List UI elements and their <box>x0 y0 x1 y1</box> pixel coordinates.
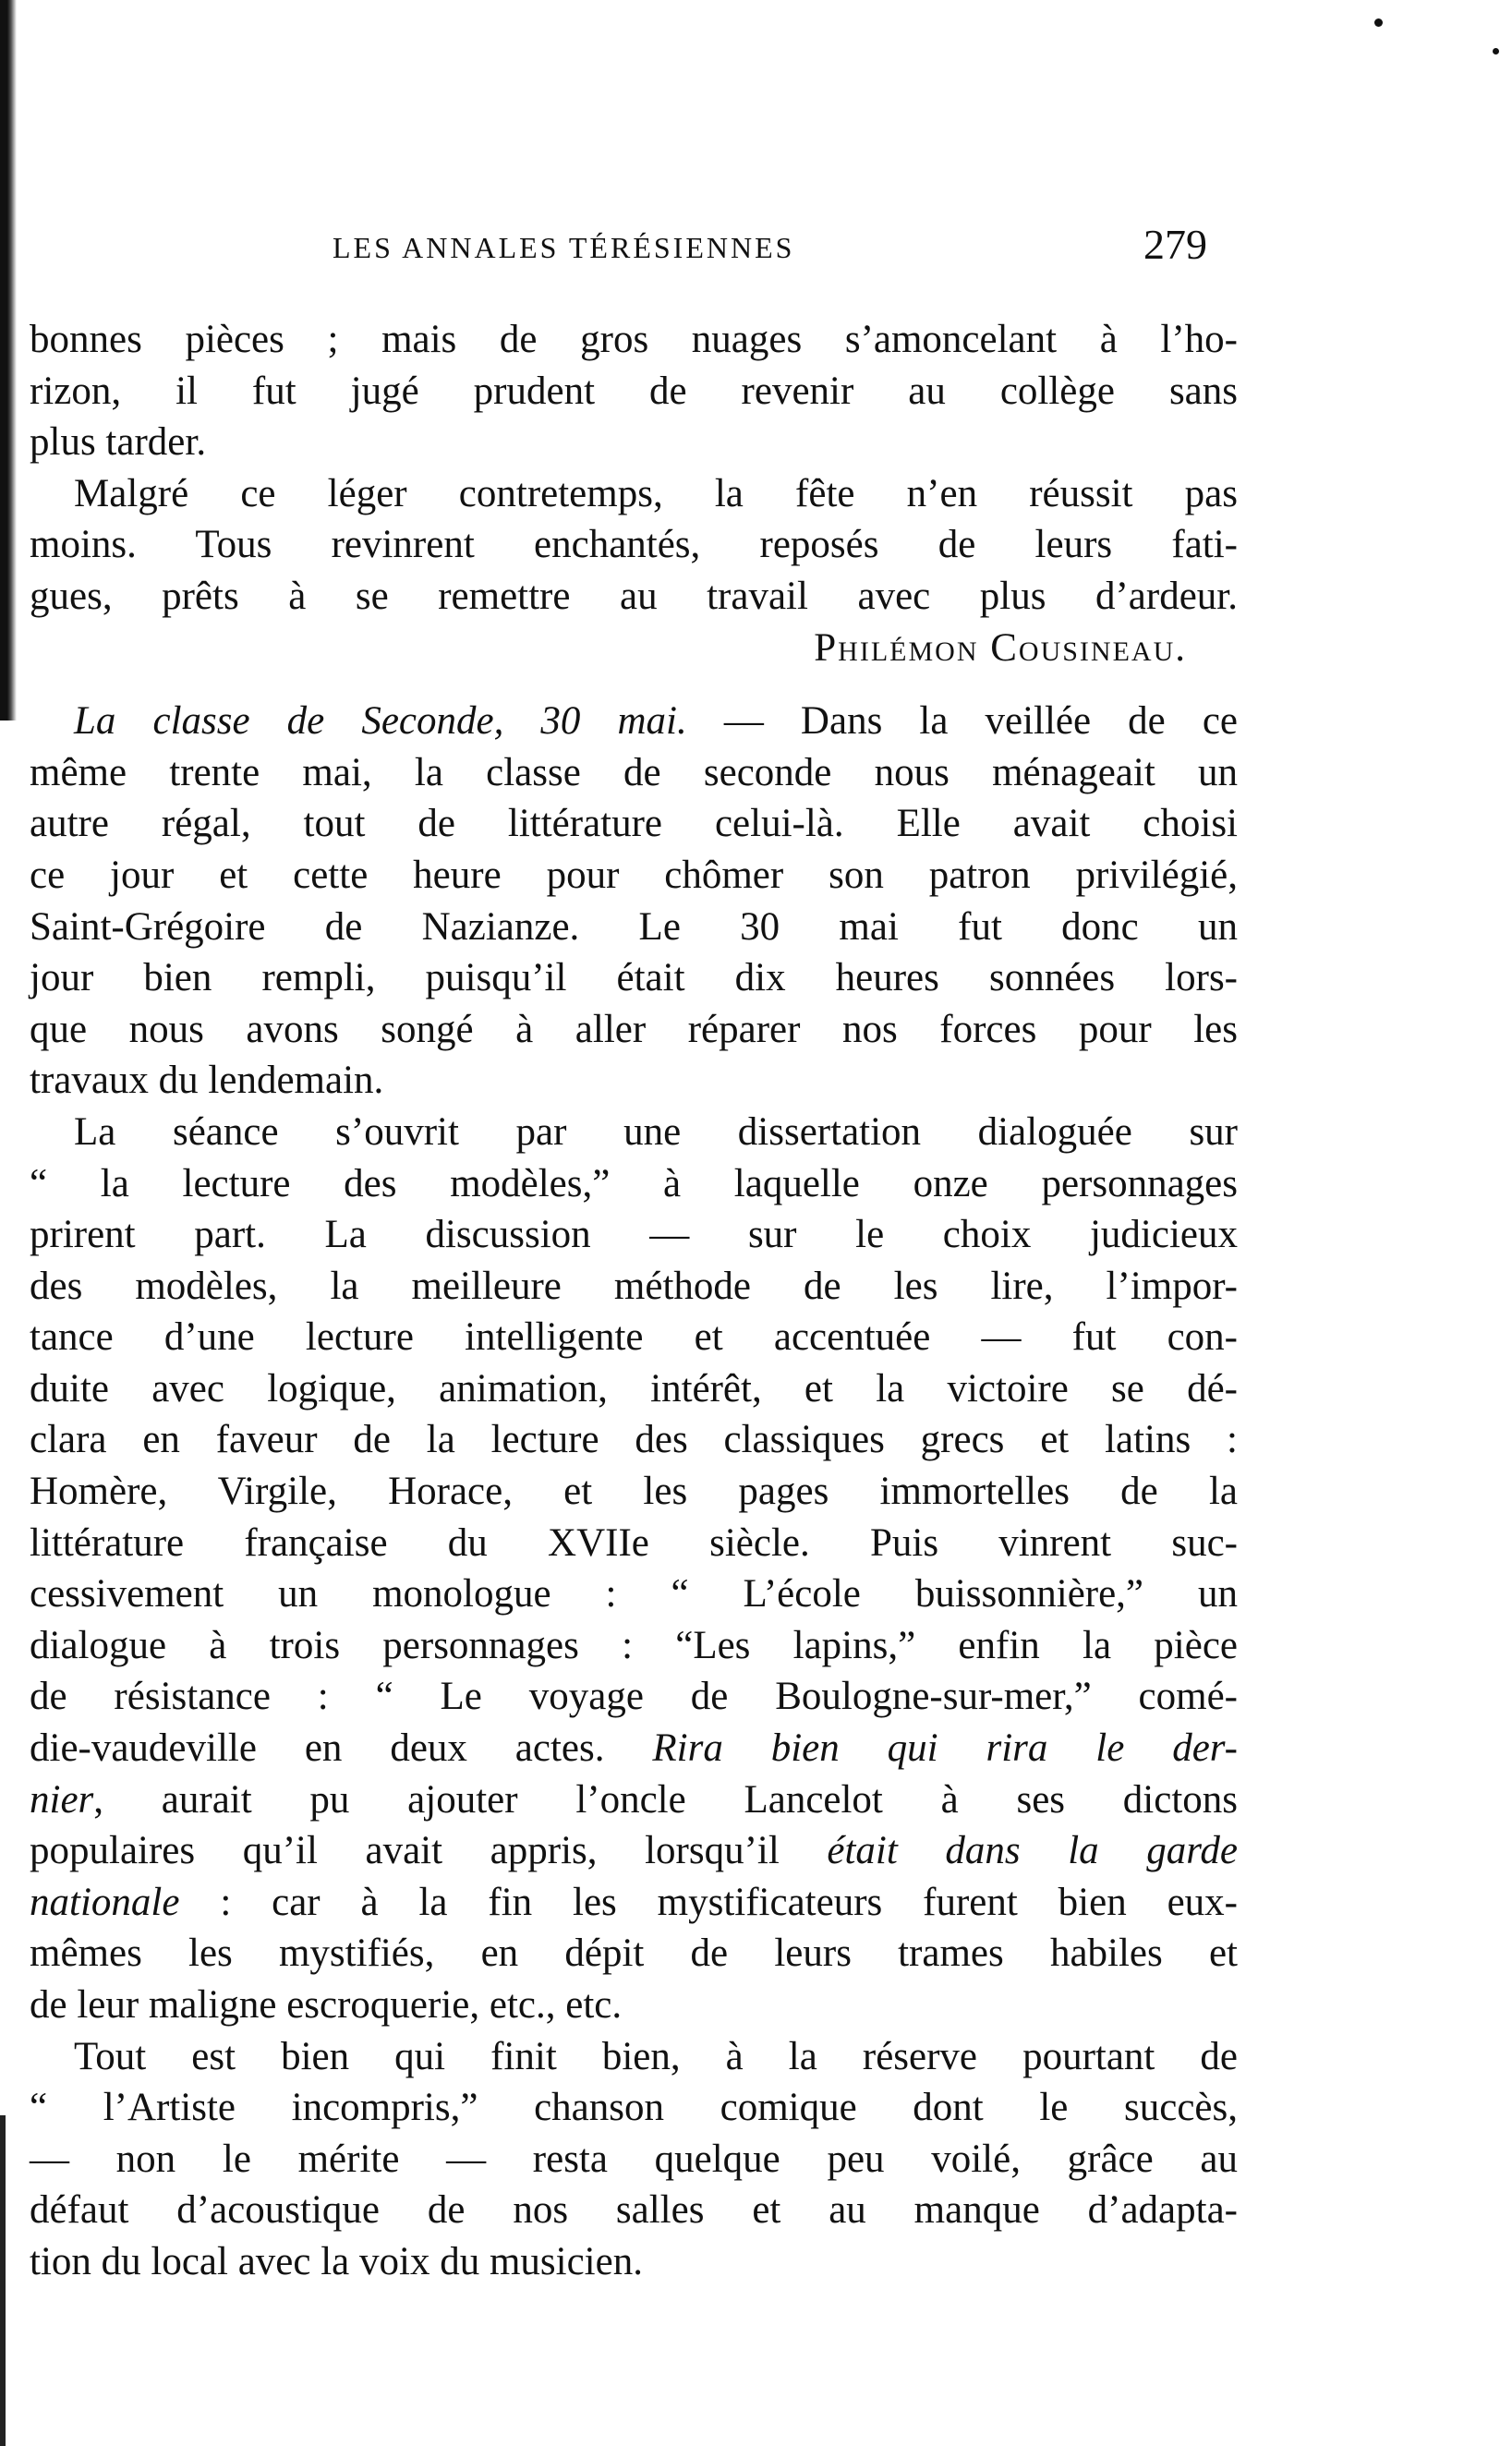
italic-quote: Rira bien qui rira le der- <box>652 1726 1239 1771</box>
text-line: prirent part. La discussion — sur le choix judicieux <box>30 1213 1238 1257</box>
text-line: “ la lecture des modèles,” à laquelle onze personnages <box>30 1161 1238 1205</box>
section-heading: La classe de Seconde, 30 mai. <box>74 699 687 744</box>
text-run: populaires qu’il avait appris, lorsqu’il <box>30 1829 828 1873</box>
text-line: ce jour et cette heure pour chômer son patron privilégié, <box>30 853 1238 897</box>
text-line <box>30 1774 1238 1826</box>
text-line: même trente mai, la classe de seconde nous ménageait un <box>30 750 1238 794</box>
page-number: 279 <box>1143 221 1207 268</box>
text-line: dialogue à trois personnages : “Les lapins,” enfin la pièce <box>30 1623 1238 1667</box>
paragraph-gap <box>30 673 1238 696</box>
text-line: rizon, il fut jugé prudent de revenir au collège sans <box>30 369 1238 413</box>
text-line: que nous avons songé à aller réparer nos forces pour les <box>30 1007 1238 1051</box>
text-line <box>30 1723 1238 1774</box>
text-line: de leur maligne escroquerie, etc., etc. <box>30 1983 623 2027</box>
text-line: tion du local avec la voix du musicien. <box>30 2239 643 2283</box>
text-line: défaut d’acoustique de nos salles et au manque d’adapta- <box>30 2188 1238 2233</box>
text-line: La séance s’ouvrit par une dissertation dialoguée sur <box>74 1109 1238 1154</box>
text-line: jour bien rempli, puisqu’il était dix heures sonnées lors- <box>30 956 1238 1000</box>
scan-speck <box>1493 48 1499 54</box>
text-line: Homère, Virgile, Horace, et les pages immortelles de la <box>30 1470 1238 1514</box>
scan-speck <box>1374 18 1383 27</box>
scan-page-edge <box>0 0 17 720</box>
text-run: die-vaudeville en deux actes. <box>30 1726 653 1771</box>
paragraph <box>30 2031 1238 2288</box>
text-line: de résistance : “ Le voyage de Boulogne-sur-mer,” comé- <box>30 1675 1238 1719</box>
paragraph <box>30 314 1238 468</box>
author-signature: Philémon Cousineau. <box>814 625 1187 670</box>
text-line: autre régal, tout de littérature celui-là. Elle avait choisi <box>30 802 1238 846</box>
text-line: Saint-Grégoire de Nazianze. Le 30 mai fut donc un <box>30 904 1238 949</box>
text-line: clara en faveur de la lecture des classiques grecs et latins : <box>30 1418 1238 1462</box>
text-line: Malgré ce léger contretemps, la fête n’en réussit pas <box>74 471 1238 515</box>
text-line: tance d’une lecture intelligente et accentuée — fut con- <box>30 1315 1238 1360</box>
text-line: duite avec logique, animation, intérêt, et la victoire se dé- <box>30 1366 1238 1411</box>
text-line <box>30 1825 1238 1877</box>
text-line: gues, prêts à se remettre au travail avec plus d’ardeur. <box>30 574 1238 618</box>
text-line: — non le mérite — resta quelque peu voilé, grâce au <box>30 2137 1238 2181</box>
scan-page-edge-bottom <box>0 2115 6 2446</box>
text-line: Tout est bien qui finit bien, à la réserve pourtant de <box>74 2034 1238 2078</box>
paragraph <box>30 1107 1238 2031</box>
text-line <box>30 696 1238 747</box>
text-line: travaux du lendemain. <box>30 1059 384 1103</box>
text-line <box>30 1877 1238 1929</box>
text-line: littérature française du XVIIe siècle. Puis vinrent suc- <box>30 1520 1238 1565</box>
text-line: moins. Tous revinrent enchantés, reposés de leurs fati- <box>30 523 1238 567</box>
text-run: : car à la fin les mystificateurs furent bien eux- <box>179 1880 1238 1924</box>
text-line: mêmes les mystifiés, en dépit de leurs trames habiles et <box>30 1931 1238 1976</box>
italic-quote: était dans la garde <box>827 1829 1238 1873</box>
page-body <box>30 314 1238 2288</box>
paragraph <box>30 468 1238 623</box>
text-line: des modèles, la meilleure méthode de les lire, l’impor- <box>30 1264 1238 1308</box>
running-title: LES ANNALES TÉRÉSIENNES <box>333 231 795 264</box>
page-header <box>333 220 1207 275</box>
text-run: — Dans la veillée de ce <box>723 699 1239 744</box>
italic-quote: nationale <box>30 1880 180 1924</box>
text-run: , aurait pu ajouter l’oncle Lancelot à ses dictons <box>93 1777 1238 1822</box>
text-line: bonnes pièces ; mais de gros nuages s’amoncelant à l’ho- <box>30 318 1238 361</box>
italic-quote: nier <box>30 1777 94 1822</box>
text-line: plus tarder. <box>30 420 207 465</box>
text-line: cessivement un monologue : “ L’école buissonnière,” un <box>30 1572 1238 1617</box>
text-line: “ l’Artiste incompris,” chanson comique dont le succès, <box>30 2086 1238 2130</box>
paragraph <box>30 696 1238 1107</box>
